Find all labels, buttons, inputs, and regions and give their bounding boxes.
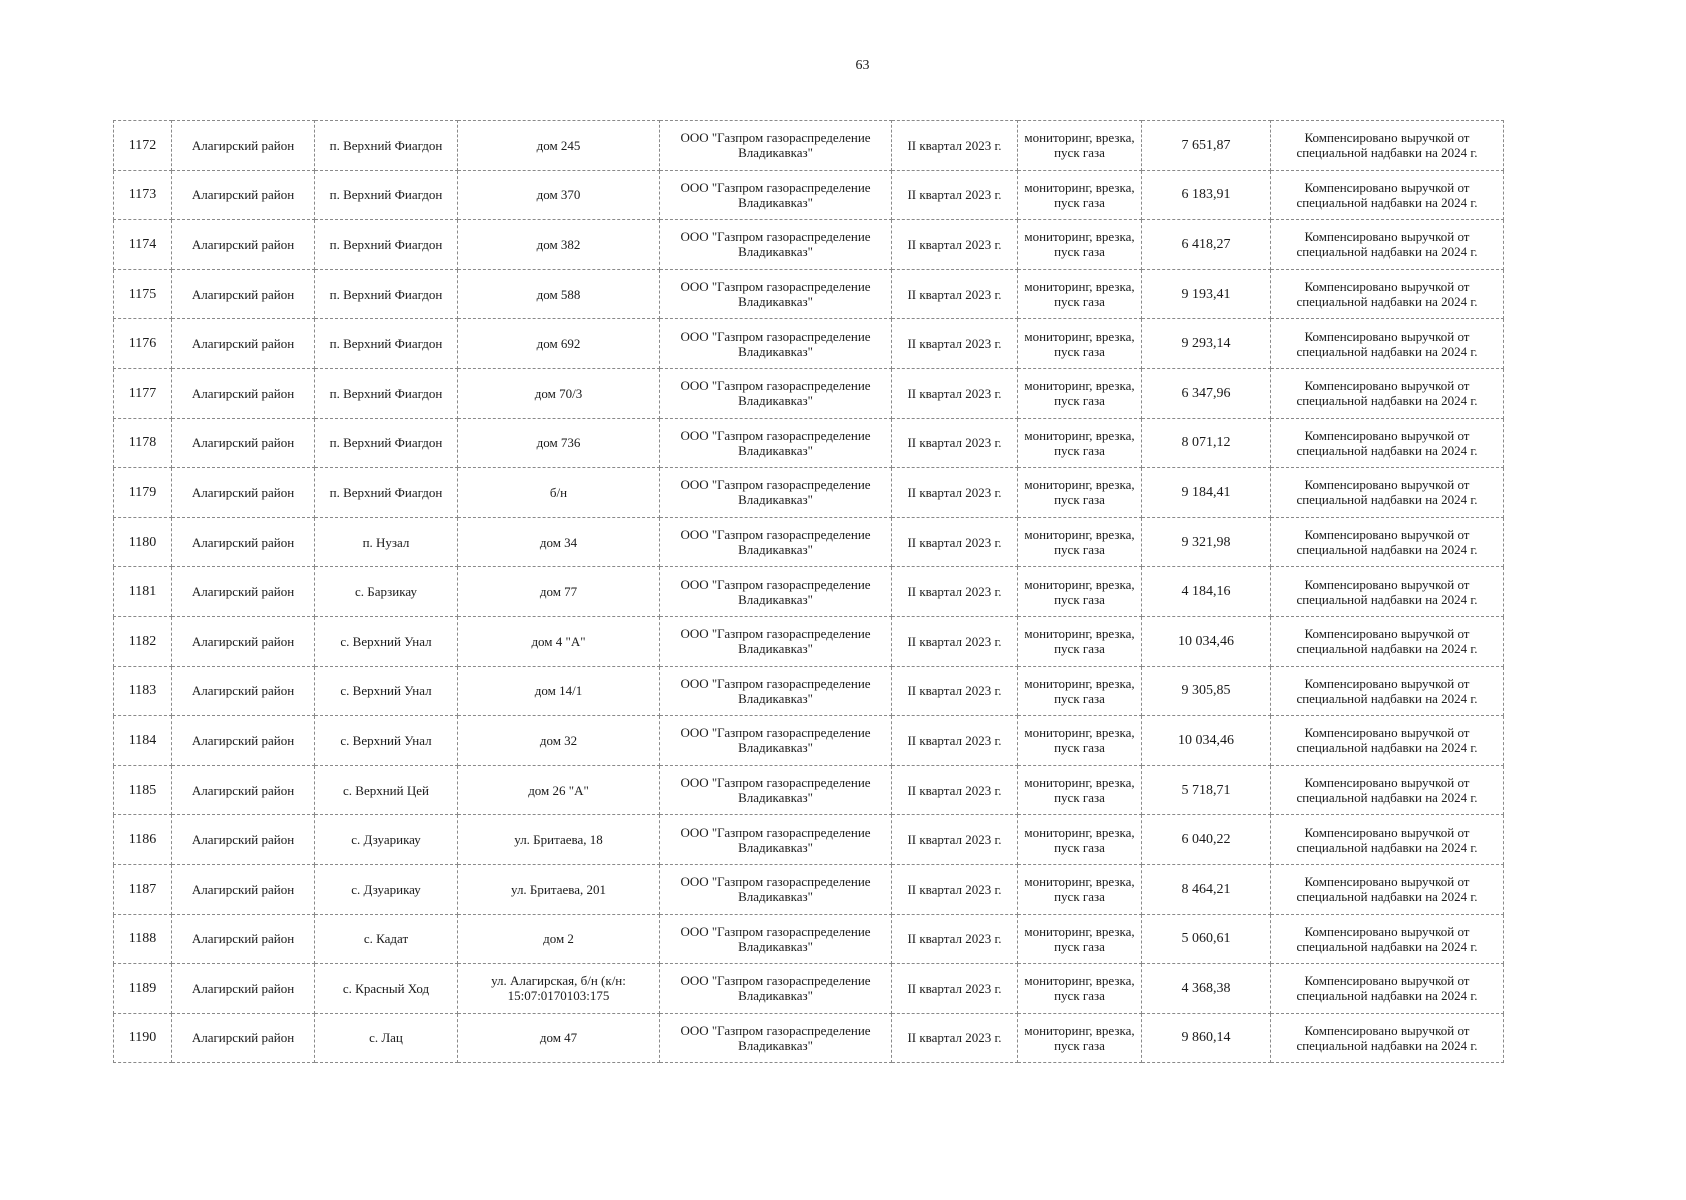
cell-address: дом 77	[458, 567, 660, 617]
cell-district: Алагирский район	[172, 914, 315, 964]
cell-works: мониторинг, врезка, пуск газа	[1018, 716, 1142, 766]
cell-settlement: п. Верхний Фиагдон	[315, 468, 458, 518]
cell-period: II квартал 2023 г.	[892, 468, 1018, 518]
cell-works: мониторинг, врезка, пуск газа	[1018, 418, 1142, 468]
cell-works: мониторинг, врезка, пуск газа	[1018, 616, 1142, 666]
cell-amount: 8 464,21	[1142, 864, 1271, 914]
cell-district: Алагирский район	[172, 765, 315, 815]
cell-row-number: 1175	[114, 269, 172, 319]
cell-settlement: с. Верхний Унал	[315, 616, 458, 666]
cell-company: ООО "Газпром газораспределение Владикавказ"	[660, 418, 892, 468]
cell-period: II квартал 2023 г.	[892, 914, 1018, 964]
table-row	[114, 269, 1504, 319]
cell-settlement: п. Верхний Фиагдон	[315, 121, 458, 171]
cell-company: ООО "Газпром газораспределение Владикавказ"	[660, 567, 892, 617]
cell-period: II квартал 2023 г.	[892, 368, 1018, 418]
cell-row-number: 1180	[114, 517, 172, 567]
cell-district: Алагирский район	[172, 864, 315, 914]
cell-note: Компенсировано выручкой от специальной надбавки на 2024 г.	[1271, 1013, 1504, 1063]
cell-works: мониторинг, врезка, пуск газа	[1018, 170, 1142, 220]
cell-works: мониторинг, врезка, пуск газа	[1018, 121, 1142, 171]
cell-works: мониторинг, врезка, пуск газа	[1018, 269, 1142, 319]
cell-settlement: с. Верхний Унал	[315, 716, 458, 766]
cell-settlement: п. Верхний Фиагдон	[315, 418, 458, 468]
cell-amount: 4 368,38	[1142, 964, 1271, 1014]
cell-works: мониторинг, врезка, пуск газа	[1018, 368, 1142, 418]
cell-note: Компенсировано выручкой от специальной надбавки на 2024 г.	[1271, 220, 1504, 270]
cell-district: Алагирский район	[172, 815, 315, 865]
cell-district: Алагирский район	[172, 269, 315, 319]
cell-works: мониторинг, врезка, пуск газа	[1018, 964, 1142, 1014]
cell-address: дом 14/1	[458, 666, 660, 716]
table-row	[114, 666, 1504, 716]
cell-note: Компенсировано выручкой от специальной надбавки на 2024 г.	[1271, 418, 1504, 468]
cell-row-number: 1174	[114, 220, 172, 270]
cell-amount: 9 321,98	[1142, 517, 1271, 567]
cell-works: мониторинг, врезка, пуск газа	[1018, 765, 1142, 815]
cell-settlement: с. Дзуарикау	[315, 864, 458, 914]
cell-district: Алагирский район	[172, 468, 315, 518]
cell-settlement: с. Лац	[315, 1013, 458, 1063]
cell-row-number: 1186	[114, 815, 172, 865]
cell-note: Компенсировано выручкой от специальной надбавки на 2024 г.	[1271, 269, 1504, 319]
cell-settlement: п. Верхний Фиагдон	[315, 220, 458, 270]
cell-company: ООО "Газпром газораспределение Владикавказ"	[660, 914, 892, 964]
cell-company: ООО "Газпром газораспределение Владикавказ"	[660, 170, 892, 220]
table-row	[114, 121, 1504, 171]
cell-company: ООО "Газпром газораспределение Владикавказ"	[660, 765, 892, 815]
cell-works: мониторинг, врезка, пуск газа	[1018, 864, 1142, 914]
cell-row-number: 1189	[114, 964, 172, 1014]
cell-amount: 9 860,14	[1142, 1013, 1271, 1063]
cell-period: II квартал 2023 г.	[892, 964, 1018, 1014]
cell-period: II квартал 2023 г.	[892, 864, 1018, 914]
cell-settlement: с. Дзуарикау	[315, 815, 458, 865]
cell-settlement: с. Кадат	[315, 914, 458, 964]
cell-address: дом 4 "А"	[458, 616, 660, 666]
cell-period: II квартал 2023 г.	[892, 319, 1018, 369]
cell-note: Компенсировано выручкой от специальной надбавки на 2024 г.	[1271, 914, 1504, 964]
table-row	[114, 170, 1504, 220]
cell-amount: 6 347,96	[1142, 368, 1271, 418]
cell-company: ООО "Газпром газораспределение Владикавказ"	[660, 1013, 892, 1063]
cell-settlement: с. Верхний Унал	[315, 666, 458, 716]
cell-note: Компенсировано выручкой от специальной надбавки на 2024 г.	[1271, 567, 1504, 617]
cell-address: дом 370	[458, 170, 660, 220]
cell-address: дом 245	[458, 121, 660, 171]
cell-period: II квартал 2023 г.	[892, 716, 1018, 766]
table-row	[114, 418, 1504, 468]
cell-district: Алагирский район	[172, 567, 315, 617]
cell-period: II квартал 2023 г.	[892, 616, 1018, 666]
cell-works: мониторинг, врезка, пуск газа	[1018, 319, 1142, 369]
cell-address: дом 736	[458, 418, 660, 468]
cell-address: дом 2	[458, 914, 660, 964]
cell-amount: 8 071,12	[1142, 418, 1271, 468]
cell-works: мониторинг, врезка, пуск газа	[1018, 914, 1142, 964]
cell-district: Алагирский район	[172, 121, 315, 171]
cell-company: ООО "Газпром газораспределение Владикавказ"	[660, 964, 892, 1014]
table-row	[114, 220, 1504, 270]
cell-period: II квартал 2023 г.	[892, 170, 1018, 220]
cell-row-number: 1176	[114, 319, 172, 369]
cell-company: ООО "Газпром газораспределение Владикавказ"	[660, 220, 892, 270]
cell-row-number: 1185	[114, 765, 172, 815]
cell-works: мониторинг, врезка, пуск газа	[1018, 220, 1142, 270]
cell-amount: 6 040,22	[1142, 815, 1271, 865]
cell-period: II квартал 2023 г.	[892, 1013, 1018, 1063]
cell-amount: 5 060,61	[1142, 914, 1271, 964]
cell-note: Компенсировано выручкой от специальной надбавки на 2024 г.	[1271, 964, 1504, 1014]
table-row	[114, 616, 1504, 666]
cell-address: дом 692	[458, 319, 660, 369]
cell-period: II квартал 2023 г.	[892, 815, 1018, 865]
cell-settlement: п. Верхний Фиагдон	[315, 170, 458, 220]
cell-company: ООО "Газпром газораспределение Владикавказ"	[660, 269, 892, 319]
cell-amount: 9 305,85	[1142, 666, 1271, 716]
cell-district: Алагирский район	[172, 368, 315, 418]
cell-period: II квартал 2023 г.	[892, 765, 1018, 815]
cell-district: Алагирский район	[172, 616, 315, 666]
cell-company: ООО "Газпром газораспределение Владикавказ"	[660, 716, 892, 766]
cell-address: дом 34	[458, 517, 660, 567]
cell-period: II квартал 2023 г.	[892, 220, 1018, 270]
cell-works: мониторинг, врезка, пуск газа	[1018, 815, 1142, 865]
table-row	[114, 567, 1504, 617]
cell-note: Компенсировано выручкой от специальной надбавки на 2024 г.	[1271, 666, 1504, 716]
table-row	[114, 815, 1504, 865]
cell-amount: 9 184,41	[1142, 468, 1271, 518]
cell-row-number: 1179	[114, 468, 172, 518]
cell-amount: 10 034,46	[1142, 716, 1271, 766]
cell-address: дом 382	[458, 220, 660, 270]
table-row	[114, 964, 1504, 1014]
cell-address: ул. Алагирская, б/н (к/н: 15:07:0170103:175	[458, 964, 660, 1014]
table-row	[114, 1013, 1504, 1063]
cell-works: мониторинг, врезка, пуск газа	[1018, 517, 1142, 567]
table-row	[114, 765, 1504, 815]
cell-works: мониторинг, врезка, пуск газа	[1018, 567, 1142, 617]
cell-row-number: 1178	[114, 418, 172, 468]
cell-note: Компенсировано выручкой от специальной надбавки на 2024 г.	[1271, 864, 1504, 914]
cell-company: ООО "Газпром газораспределение Владикавказ"	[660, 121, 892, 171]
table-row	[114, 914, 1504, 964]
cell-settlement: п. Верхний Фиагдон	[315, 368, 458, 418]
cell-period: II квартал 2023 г.	[892, 418, 1018, 468]
cell-row-number: 1182	[114, 616, 172, 666]
cell-settlement: с. Верхний Цей	[315, 765, 458, 815]
cell-amount: 7 651,87	[1142, 121, 1271, 171]
cell-row-number: 1173	[114, 170, 172, 220]
cell-address: дом 32	[458, 716, 660, 766]
gas-connection-table	[113, 120, 1504, 1063]
cell-address: дом 26 "А"	[458, 765, 660, 815]
cell-district: Алагирский район	[172, 170, 315, 220]
cell-district: Алагирский район	[172, 517, 315, 567]
cell-period: II квартал 2023 г.	[892, 567, 1018, 617]
cell-settlement: п. Нузал	[315, 517, 458, 567]
table-row	[114, 716, 1504, 766]
cell-note: Компенсировано выручкой от специальной надбавки на 2024 г.	[1271, 368, 1504, 418]
table-row	[114, 319, 1504, 369]
cell-settlement: с. Барзикау	[315, 567, 458, 617]
cell-works: мониторинг, врезка, пуск газа	[1018, 1013, 1142, 1063]
cell-row-number: 1190	[114, 1013, 172, 1063]
cell-note: Компенсировано выручкой от специальной надбавки на 2024 г.	[1271, 170, 1504, 220]
table-body	[114, 121, 1504, 1063]
cell-amount: 4 184,16	[1142, 567, 1271, 617]
table-row	[114, 517, 1504, 567]
cell-period: II квартал 2023 г.	[892, 269, 1018, 319]
cell-address: дом 47	[458, 1013, 660, 1063]
cell-district: Алагирский район	[172, 666, 315, 716]
cell-district: Алагирский район	[172, 716, 315, 766]
cell-period: II квартал 2023 г.	[892, 121, 1018, 171]
cell-company: ООО "Газпром газораспределение Владикавказ"	[660, 666, 892, 716]
cell-district: Алагирский район	[172, 964, 315, 1014]
cell-address: дом 588	[458, 269, 660, 319]
cell-note: Компенсировано выручкой от специальной надбавки на 2024 г.	[1271, 517, 1504, 567]
cell-row-number: 1172	[114, 121, 172, 171]
cell-company: ООО "Газпром газораспределение Владикавказ"	[660, 616, 892, 666]
cell-note: Компенсировано выручкой от специальной надбавки на 2024 г.	[1271, 815, 1504, 865]
cell-period: II квартал 2023 г.	[892, 666, 1018, 716]
cell-address: дом 70/3	[458, 368, 660, 418]
cell-period: II квартал 2023 г.	[892, 517, 1018, 567]
cell-district: Алагирский район	[172, 1013, 315, 1063]
cell-note: Компенсировано выручкой от специальной надбавки на 2024 г.	[1271, 121, 1504, 171]
cell-amount: 9 293,14	[1142, 319, 1271, 369]
cell-amount: 6 418,27	[1142, 220, 1271, 270]
cell-company: ООО "Газпром газораспределение Владикавказ"	[660, 815, 892, 865]
cell-row-number: 1184	[114, 716, 172, 766]
gas-connection-table-wrapper	[113, 120, 1503, 1063]
cell-settlement: с. Красный Ход	[315, 964, 458, 1014]
table-row	[114, 864, 1504, 914]
cell-company: ООО "Газпром газораспределение Владикавказ"	[660, 368, 892, 418]
table-row	[114, 368, 1504, 418]
page-number: 63	[855, 58, 870, 73]
table-row	[114, 468, 1504, 518]
cell-company: ООО "Газпром газораспределение Владикавказ"	[660, 468, 892, 518]
cell-company: ООО "Газпром газораспределение Владикавказ"	[660, 319, 892, 369]
cell-amount: 5 718,71	[1142, 765, 1271, 815]
cell-district: Алагирский район	[172, 319, 315, 369]
cell-works: мониторинг, врезка, пуск газа	[1018, 666, 1142, 716]
cell-note: Компенсировано выручкой от специальной надбавки на 2024 г.	[1271, 468, 1504, 518]
cell-row-number: 1177	[114, 368, 172, 418]
cell-settlement: п. Верхний Фиагдон	[315, 269, 458, 319]
cell-row-number: 1188	[114, 914, 172, 964]
cell-row-number: 1181	[114, 567, 172, 617]
cell-note: Компенсировано выручкой от специальной надбавки на 2024 г.	[1271, 716, 1504, 766]
cell-amount: 6 183,91	[1142, 170, 1271, 220]
cell-row-number: 1187	[114, 864, 172, 914]
cell-amount: 9 193,41	[1142, 269, 1271, 319]
cell-address: ул. Бритаева, 201	[458, 864, 660, 914]
cell-district: Алагирский район	[172, 220, 315, 270]
cell-company: ООО "Газпром газораспределение Владикавказ"	[660, 864, 892, 914]
cell-amount: 10 034,46	[1142, 616, 1271, 666]
cell-company: ООО "Газпром газораспределение Владикавказ"	[660, 517, 892, 567]
cell-address: ул. Бритаева, 18	[458, 815, 660, 865]
cell-note: Компенсировано выручкой от специальной надбавки на 2024 г.	[1271, 319, 1504, 369]
cell-settlement: п. Верхний Фиагдон	[315, 319, 458, 369]
cell-district: Алагирский район	[172, 418, 315, 468]
cell-note: Компенсировано выручкой от специальной надбавки на 2024 г.	[1271, 616, 1504, 666]
cell-row-number: 1183	[114, 666, 172, 716]
cell-note: Компенсировано выручкой от специальной надбавки на 2024 г.	[1271, 765, 1504, 815]
cell-address: б/н	[458, 468, 660, 518]
cell-works: мониторинг, врезка, пуск газа	[1018, 468, 1142, 518]
